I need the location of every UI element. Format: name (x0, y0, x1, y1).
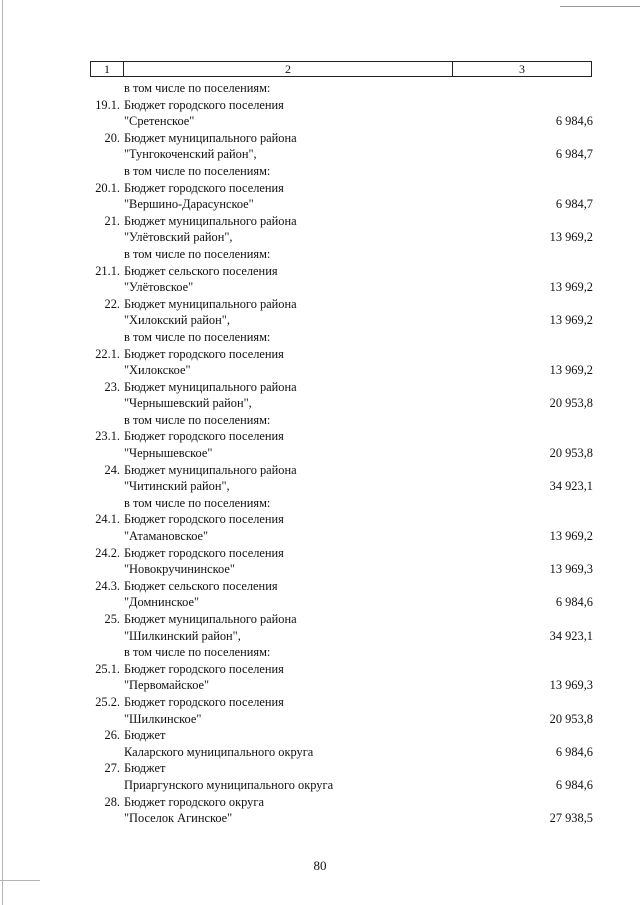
table-row (0, 628, 640, 645)
row-value: 6 984,6 (555, 114, 593, 129)
table-row (0, 412, 640, 429)
row-text: Бюджет городского поселения (124, 180, 284, 195)
row-number: 22. (104, 296, 120, 311)
row-value: 20 953,8 (549, 396, 593, 411)
row-number: 25.2. (95, 694, 120, 709)
row-value: 13 969,2 (549, 529, 593, 544)
table-row (0, 794, 640, 811)
table-row (0, 677, 640, 694)
table-row (0, 711, 640, 728)
row-value: 6 984,7 (555, 147, 593, 162)
table-row (0, 777, 640, 794)
table-row (0, 146, 640, 163)
row-number: 21.1. (95, 263, 120, 278)
row-text: Бюджет муниципального района (124, 612, 297, 626)
row-number: 24. (104, 462, 120, 477)
row-text: Бюджет (124, 761, 166, 776)
row-number: 25.1. (95, 661, 120, 676)
row-value: 6 984,7 (555, 197, 593, 212)
row-number: 25. (104, 612, 120, 626)
table-row (0, 395, 640, 412)
row-number: 23.1. (95, 429, 120, 444)
row-text: в том числе по поселениям: (124, 81, 271, 95)
table-row (0, 428, 640, 445)
table-row (0, 229, 640, 246)
row-text: "Улётовское" (124, 280, 194, 295)
scan-edge-line (560, 6, 640, 7)
row-text: Бюджет городского поселения (124, 346, 284, 361)
row-value: 13 969,3 (549, 678, 593, 693)
table-row (0, 661, 640, 678)
table-row (0, 611, 640, 628)
row-text: "Улётовский район", (124, 230, 233, 245)
table-header-row (90, 61, 592, 77)
table-row (0, 80, 640, 97)
row-text: "Сретенское" (124, 114, 195, 129)
row-text: Бюджет городского поселения (124, 97, 284, 112)
row-text: "Домнинское" (124, 595, 199, 610)
row-text: Бюджет городского округа (124, 794, 264, 809)
row-value: 20 953,8 (549, 711, 593, 726)
table-row (0, 346, 640, 363)
row-text: "Первомайское" (124, 678, 210, 693)
table-row (0, 196, 640, 213)
row-text: "Атамановское" (124, 529, 209, 544)
row-number: 28. (104, 794, 120, 809)
row-text: Бюджет муниципального района (124, 462, 297, 477)
page-number: 80 (313, 858, 327, 873)
row-number: 22.1. (95, 346, 120, 361)
row-number: 24.2. (95, 545, 120, 560)
table-row (0, 130, 640, 147)
table-row (0, 545, 640, 562)
table-row (0, 578, 640, 595)
table-row (0, 180, 640, 197)
table-row (0, 97, 640, 114)
header-cell-2: 2 (124, 62, 453, 76)
header-cell-1: 1 (91, 62, 124, 76)
table-row (0, 528, 640, 545)
row-text: "Вершино-Дарасунское" (124, 197, 254, 212)
table-row (0, 744, 640, 761)
row-text: Бюджет сельского поселения (124, 578, 278, 593)
row-value: 27 938,5 (549, 811, 593, 826)
table-row (0, 213, 640, 230)
table-body (0, 80, 640, 827)
row-number: 21. (104, 213, 120, 228)
row-text: "Шилкинское" (124, 711, 202, 726)
row-text: "Шилкинский район", (124, 628, 241, 643)
table-row (0, 561, 640, 578)
table-row (0, 445, 640, 462)
table-row (0, 113, 640, 130)
row-text: в том числе по поселениям: (124, 495, 271, 510)
row-text: Бюджет муниципального района (124, 379, 297, 394)
row-value: 13 969,3 (549, 562, 593, 577)
table-row (0, 246, 640, 263)
row-text: Бюджет городского поселения (124, 661, 284, 676)
table-row (0, 810, 640, 827)
row-text: Бюджет муниципального района (124, 296, 297, 311)
row-value: 34 923,1 (549, 628, 593, 643)
row-value: 6 984,6 (555, 744, 593, 759)
row-text: "Хилокское" (124, 363, 191, 378)
row-value: 34 923,1 (549, 479, 593, 494)
row-text: Бюджет (124, 728, 166, 743)
row-number: 26. (104, 728, 120, 743)
row-number: 19.1. (95, 97, 120, 112)
row-value: 20 953,8 (549, 446, 593, 461)
row-text: Приаргунского муниципального округа (124, 777, 334, 792)
table-row (0, 760, 640, 777)
row-text: в том числе по поселениям: (124, 412, 271, 427)
header-cell-3: 3 (519, 62, 525, 76)
row-number: 24.1. (95, 512, 120, 527)
table-row (0, 495, 640, 512)
row-text: Бюджет городского поселения (124, 512, 284, 527)
row-number: 20. (104, 130, 120, 145)
row-text: "Тунгокоченский район", (124, 147, 257, 162)
table-row (0, 329, 640, 346)
table-row (0, 163, 640, 180)
row-text: "Читинский район", (124, 479, 230, 494)
row-value: 13 969,2 (549, 280, 593, 295)
table-row (0, 379, 640, 396)
row-value: 13 969,2 (549, 313, 593, 328)
row-text: Каларского муниципального округа (124, 744, 314, 759)
table-row (0, 478, 640, 495)
table-row (0, 511, 640, 528)
table-row (0, 362, 640, 379)
table-row (0, 594, 640, 611)
row-value: 13 969,2 (549, 363, 593, 378)
table-row (0, 296, 640, 313)
row-text: "Хилокский район", (124, 313, 230, 328)
row-text: в том числе по поселениям: (124, 329, 271, 344)
row-number: 20.1. (95, 180, 120, 195)
table-row (0, 694, 640, 711)
row-text: Бюджет городского поселения (124, 694, 284, 709)
table-row (0, 727, 640, 744)
row-text: Бюджет городского поселения (124, 545, 284, 560)
row-value: 6 984,6 (555, 777, 593, 792)
table-row (0, 263, 640, 280)
row-text: Бюджет сельского поселения (124, 263, 278, 278)
table-row (0, 644, 640, 661)
row-text: "Новокручининское" (124, 562, 235, 577)
row-number: 23. (104, 379, 120, 394)
row-value: 13 969,2 (549, 230, 593, 245)
row-number: 24.3. (95, 578, 120, 593)
row-text: Бюджет городского поселения (124, 429, 284, 444)
table-row (0, 462, 640, 479)
row-value: 6 984,6 (555, 595, 593, 610)
row-text: в том числе по поселениям: (124, 645, 271, 660)
row-number: 27. (104, 761, 120, 776)
row-text: в том числе по поселениям: (124, 246, 271, 261)
row-text: "Поселок Агинское" (124, 811, 233, 826)
row-text: в том числе по поселениям: (124, 163, 271, 178)
row-text: Бюджет муниципального района (124, 130, 297, 145)
table-row (0, 312, 640, 329)
row-text: "Чернышевский район", (124, 396, 252, 411)
row-text: "Чернышевское" (124, 446, 213, 461)
scan-edge-line (0, 880, 40, 881)
row-text: Бюджет муниципального района (124, 213, 297, 228)
table-row (0, 279, 640, 296)
